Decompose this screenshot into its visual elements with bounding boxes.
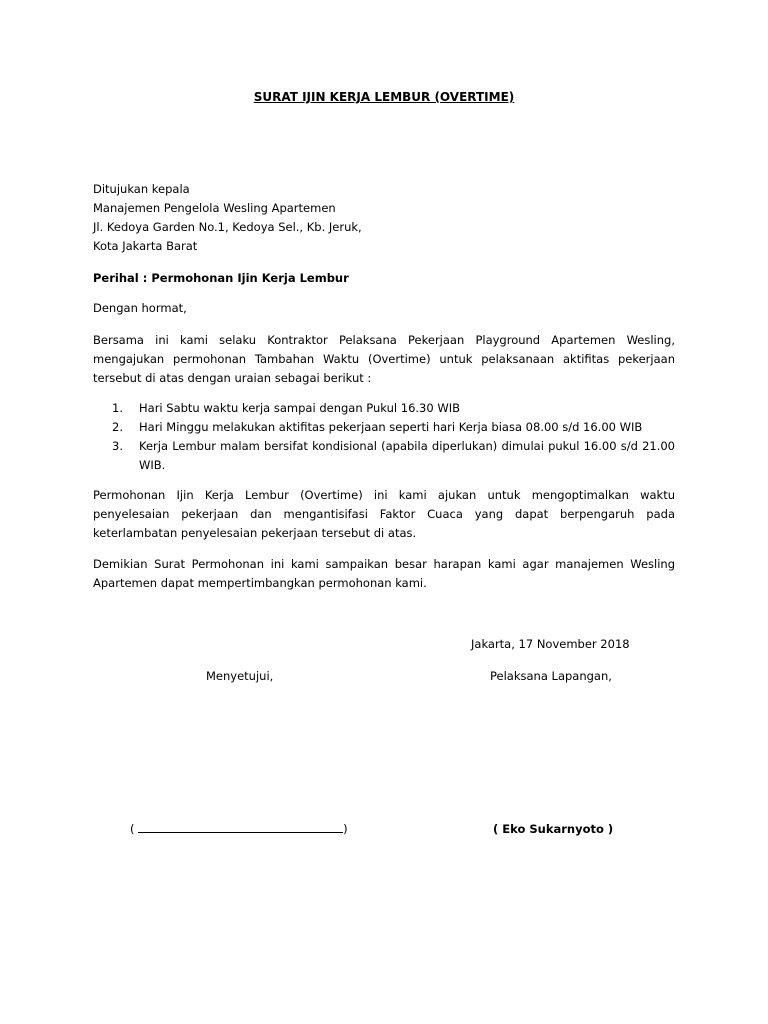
list-item-text: Hari Sabtu waktu kerja sampai dengan Pukul 16.30 WIB: [139, 401, 460, 415]
list-item-text: Kerja Lembur malam bersifat kondisional (apabila diperlukan) dimulai pukul 16.00 s/d 21.00 WIB.: [139, 439, 675, 472]
overtime-list: [112, 399, 675, 475]
list-item: [112, 437, 675, 475]
paragraph-purpose: Permohonan Ijin Kerja Lembur (Overtime) ini kami ajukan untuk mengoptimalkan waktu penyelesaian pekerjaan dan mengantisifasi Faktor Cuaca yang dapat berpengaruh pada keterlambatan penyelesaian pekerjaan tersebut di atas.: [93, 488, 675, 540]
field-executor-label: Pelaksana Lapangan,: [490, 669, 612, 683]
recipient-line-3: Jl. Kedoya Garden No.1, Kedoya Sel., Kb. Jeruk,: [93, 220, 362, 234]
signature-blank: [138, 820, 343, 833]
list-item: [112, 399, 675, 418]
letter-subject: Perihal : Permohonan Ijin Kerja Lembur: [93, 271, 349, 285]
signature-paren-open: (: [130, 822, 139, 836]
list-item-number: 2.: [112, 420, 123, 434]
letter-title: SURAT IJIN KERJA LEMBUR (OVERTIME): [253, 90, 515, 104]
approval-label: Menyetujui,: [206, 669, 274, 683]
letter-greeting: Dengan hormat,: [93, 301, 187, 315]
executor-name: ( Eko Sukarnyoto ): [493, 822, 614, 836]
approver-signature-line: [130, 820, 348, 839]
list-item: [112, 418, 675, 437]
recipient-line-1: Ditujukan kepala: [93, 182, 190, 196]
list-item-number: 1.: [112, 401, 123, 415]
signature-paren-close: ): [343, 822, 348, 836]
paragraph-closing: Demikian Surat Permohonan ini kami sampaikan besar harapan kami agar manajemen Wesling Apartemen dapat mempertimbangkan permohonan kami.: [93, 557, 675, 590]
paragraph-intro: Bersama ini kami selaku Kontraktor Pelaksana Pekerjaan Playground Apartemen Wesling, mengajukan permohonan Tambahan Waktu (Overtime) untuk pelaksanaan aktifitas pekerjaan tersebut di atas dengan uraian sebagai berikut :: [93, 333, 675, 385]
recipient-address: [93, 180, 675, 256]
letter-date: Jakarta, 17 November 2018: [471, 637, 630, 651]
list-item-number: 3.: [112, 439, 123, 453]
recipient-line-4: Kota Jakarta Barat: [93, 239, 198, 253]
list-item-text: Hari Minggu melakukan aktifitas pekerjaan seperti hari Kerja biasa 08.00 s/d 16.00 WIB: [139, 420, 643, 434]
recipient-line-2: Manajemen Pengelola Wesling Apartemen: [93, 201, 336, 215]
